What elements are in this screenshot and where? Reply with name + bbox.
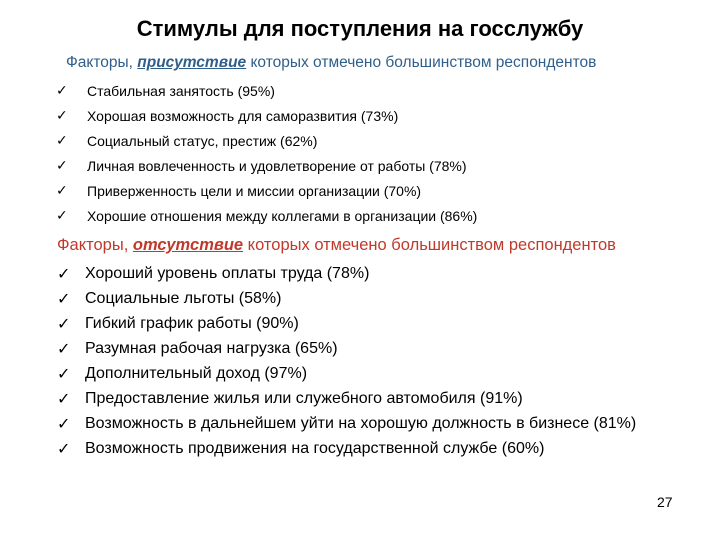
checkmark-icon: ✓ [56, 83, 68, 99]
slide-title: Стимулы для поступления на госслужбу [136, 16, 584, 41]
checkmark-icon: ✓ [57, 389, 71, 408]
present-heading-prefix: Факторы, [66, 54, 138, 71]
list-item [57, 363, 697, 384]
list-item-text: Гибкий график работы (90%) [85, 315, 299, 332]
list-item [56, 105, 477, 130]
absent-factors-heading [57, 236, 616, 255]
list-item-text: Возможность в дальнейшем уйти на хорошую должность в бизнесе (81%) [85, 415, 637, 432]
checkmark-icon: ✓ [57, 289, 71, 308]
absent-heading-suffix: которых отмечено большинством респондентов [243, 236, 616, 254]
checkmark-icon: ✓ [56, 183, 68, 199]
list-item [57, 313, 697, 334]
list-item-text: Приверженность цели и миссии организации (70%) [87, 183, 422, 199]
checkmark-icon: ✓ [57, 414, 71, 433]
list-item [56, 80, 477, 105]
checkmark-icon: ✓ [56, 158, 68, 174]
absent-heading-prefix: Факторы, [57, 236, 133, 254]
present-heading-suffix: которых отмечено большинством респондентов [246, 54, 597, 71]
list-item-text: Стабильная занятость (95%) [87, 83, 275, 99]
checkmark-icon: ✓ [57, 364, 71, 383]
checkmark-icon: ✓ [56, 133, 68, 149]
list-item [57, 438, 697, 459]
checkmark-icon: ✓ [57, 314, 71, 333]
list-item-text: Социальные льготы (58%) [85, 290, 282, 307]
list-item-text: Дополнительный доход (97%) [85, 365, 308, 382]
present-factors-heading [66, 54, 596, 72]
checkmark-icon: ✓ [57, 264, 71, 283]
list-item-text: Хороший уровень оплаты труда (78%) [85, 265, 370, 282]
absent-heading-emphasis: отсутствие [132, 236, 244, 254]
page-number: 27 [657, 494, 673, 510]
checkmark-icon: ✓ [57, 439, 71, 458]
list-item [57, 413, 697, 434]
absent-factors-list [57, 263, 697, 463]
list-item [56, 130, 477, 155]
list-item [56, 180, 477, 205]
present-factors-list [56, 80, 477, 230]
list-item-text: Возможность продвижения на государственной службе (60%) [85, 440, 545, 457]
list-item-text: Социальный статус, престиж (62%) [87, 133, 318, 149]
list-item-text: Разумная рабочая нагрузка (65%) [85, 340, 338, 357]
present-heading-emphasis: присутствие [137, 54, 247, 71]
list-item [57, 263, 697, 284]
list-item [56, 155, 477, 180]
checkmark-icon: ✓ [57, 339, 71, 358]
list-item [57, 288, 697, 309]
checkmark-icon: ✓ [56, 108, 68, 124]
list-item-text: Предоставление жилья или служебного автомобиля (91%) [85, 390, 523, 407]
checkmark-icon: ✓ [56, 208, 68, 224]
list-item [57, 388, 697, 409]
list-item [56, 205, 477, 230]
list-item-text: Хорошие отношения между коллегами в организации (86%) [87, 208, 478, 224]
list-item [57, 338, 697, 359]
list-item-text: Личная вовлеченность и удовлетворение от работы (78%) [87, 158, 467, 174]
list-item-text: Хорошая возможность для саморазвития (73%) [87, 108, 399, 124]
